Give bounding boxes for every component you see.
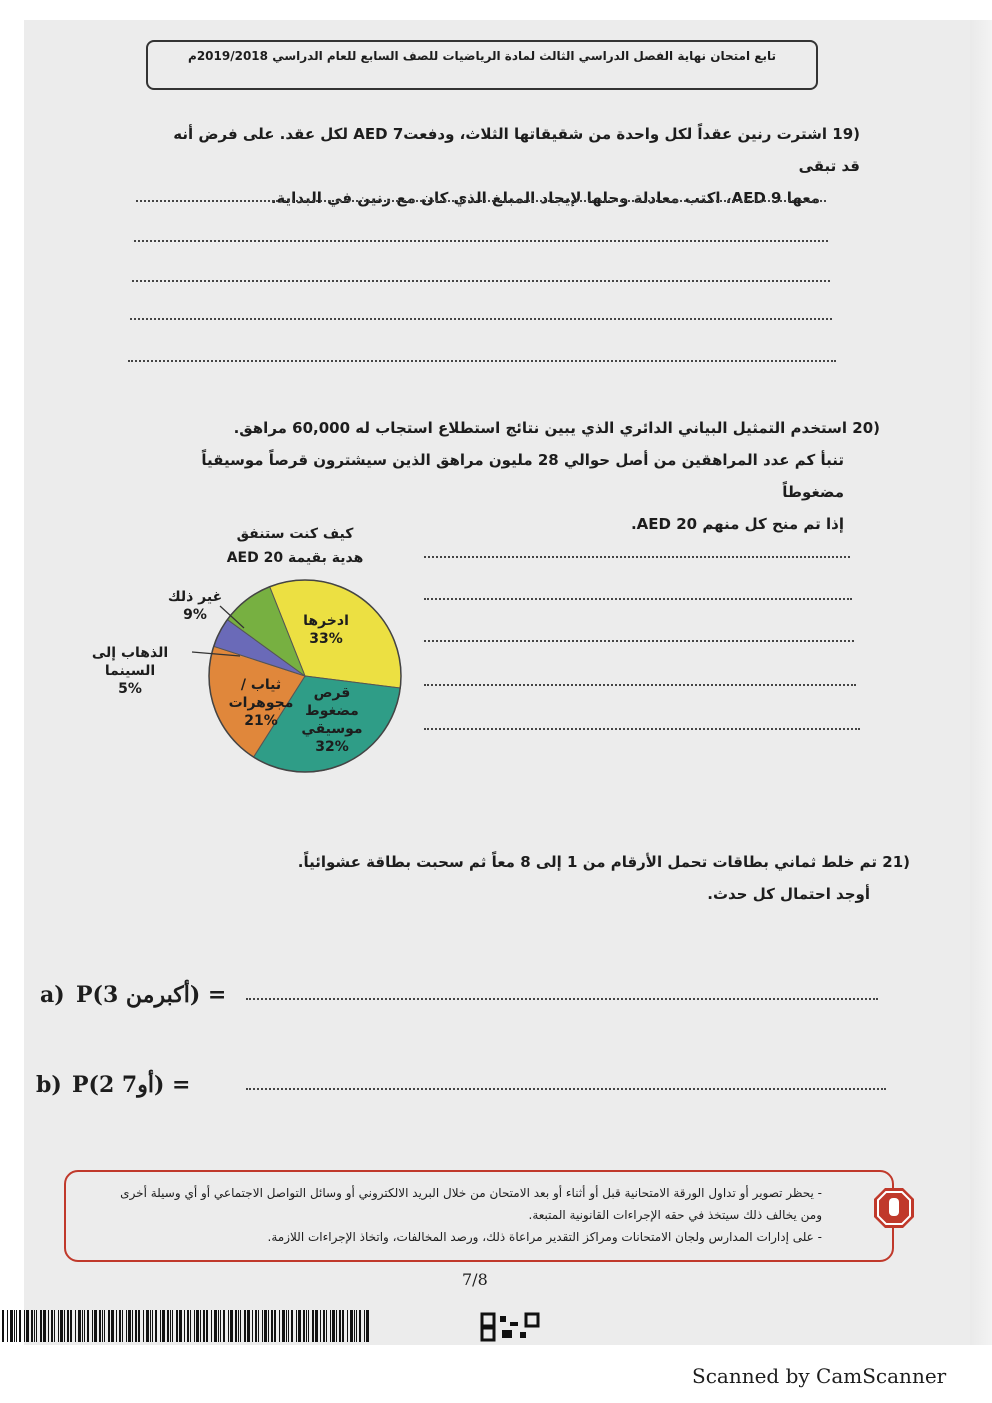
answer-line	[134, 240, 828, 242]
leader-lines	[190, 600, 250, 640]
warning-line3: - على إدارات المدارس ولجان الامتحانات ومراكز التقدير مراعاة ذلك، ورصد المخالفات، واتخاذ الإجراءات اللازمة.	[267, 1230, 822, 1244]
question-text-cont: أوجد احتمال كل حدث.	[707, 885, 870, 903]
question-text-cont: إذا تم منح كل منهم 20 AED.	[630, 515, 844, 533]
slice-label-other: غير ذلك 9%	[167, 589, 223, 623]
answer-line	[424, 556, 850, 558]
warning-line1: - يحظر تصوير أو تداول الورقة الامتحانية قبل أو أثناء أو بعد الامتحان من خلال البريد الالكتروني أو وسائل التواصل الاجتماعي أو أي وسيلة أخرى	[120, 1186, 822, 1200]
stop-hand-icon	[872, 1186, 916, 1230]
answer-line-a	[246, 998, 878, 1000]
question-text-cont: معها 9 AED، اكتب معادلة وحلها لإيجاد المبلغ الذي كان مع رنين في البداية.	[270, 189, 820, 207]
part-b-expression: P(2 أو7) =	[72, 1072, 191, 1098]
question-20	[160, 412, 880, 540]
warning-box	[64, 1170, 894, 1262]
part-a-expression: P(3 أكبرمن) =	[76, 982, 227, 1008]
part-a-label: a)	[40, 982, 65, 1008]
answer-line	[424, 640, 854, 642]
chart-title-line2: هدية بقيمة 20 AED	[226, 550, 364, 566]
chart-title-line1: كيف كنت ستنفق	[236, 526, 354, 542]
question-text: استخدم التمثيل البياني الدائري الذي يبين نتائج استطلاع استجاب له 60,000 مراهق.	[233, 419, 848, 437]
question-number: (21	[882, 853, 910, 871]
question-text: تم خلط ثماني بطاقات تحمل الأرقام من 1 إلى 8 معاً ثم سحبت بطاقة عشوائياً.	[297, 853, 878, 871]
answer-line-b	[246, 1088, 886, 1090]
answer-line	[128, 360, 836, 362]
answer-line	[424, 598, 852, 600]
slice-label-cinema: الذهاب إلى السينما 5%	[91, 645, 169, 697]
answer-line	[424, 728, 860, 730]
question-text: اشترت رنين عقداً لكل واحدة من شقيقاتها الثلاث، ودفعت7 AED لكل عقد. على فرض أنه قد تبقى	[173, 125, 860, 175]
answer-line	[136, 200, 826, 202]
exam-header	[146, 40, 818, 90]
slice-label-save: ادخرها 33%	[303, 613, 349, 647]
slice-label-clothes: ثياب / مجوهرات 21%	[228, 677, 294, 729]
question-text-cont: تنبأ كم عدد المراهقين من أصل حوالي 28 مليون مراهق الذين سيشترون قرصاً موسيقياً مضغوطاً	[201, 451, 844, 501]
answer-line	[424, 684, 856, 686]
question-21	[200, 846, 910, 910]
slice-label-cd: قرص مضغوط موسيقي 32%	[301, 685, 363, 755]
barcode	[0, 1310, 372, 1342]
question-number: (20	[852, 419, 880, 437]
answer-line	[130, 318, 832, 320]
part-b-label: b)	[36, 1072, 62, 1098]
warning-line2: ومن يخالف ذلك سيتخذ في حقه الإجراءات القانونية المتبعة.	[528, 1208, 822, 1222]
header-text: تابع امتحان نهاية الفصل الدراسي الثالث لمادة الرياضيات للصف السابع للعام الدراسي 2019/2018م	[188, 49, 776, 63]
page-number: 7/8	[462, 1270, 488, 1289]
answer-line	[132, 280, 830, 282]
question-number: (19	[832, 125, 860, 143]
qr-code	[480, 1312, 540, 1342]
scanner-watermark: Scanned by CamScanner	[692, 1364, 947, 1388]
leader-line-cinema	[190, 646, 250, 666]
chart-title	[210, 522, 380, 570]
